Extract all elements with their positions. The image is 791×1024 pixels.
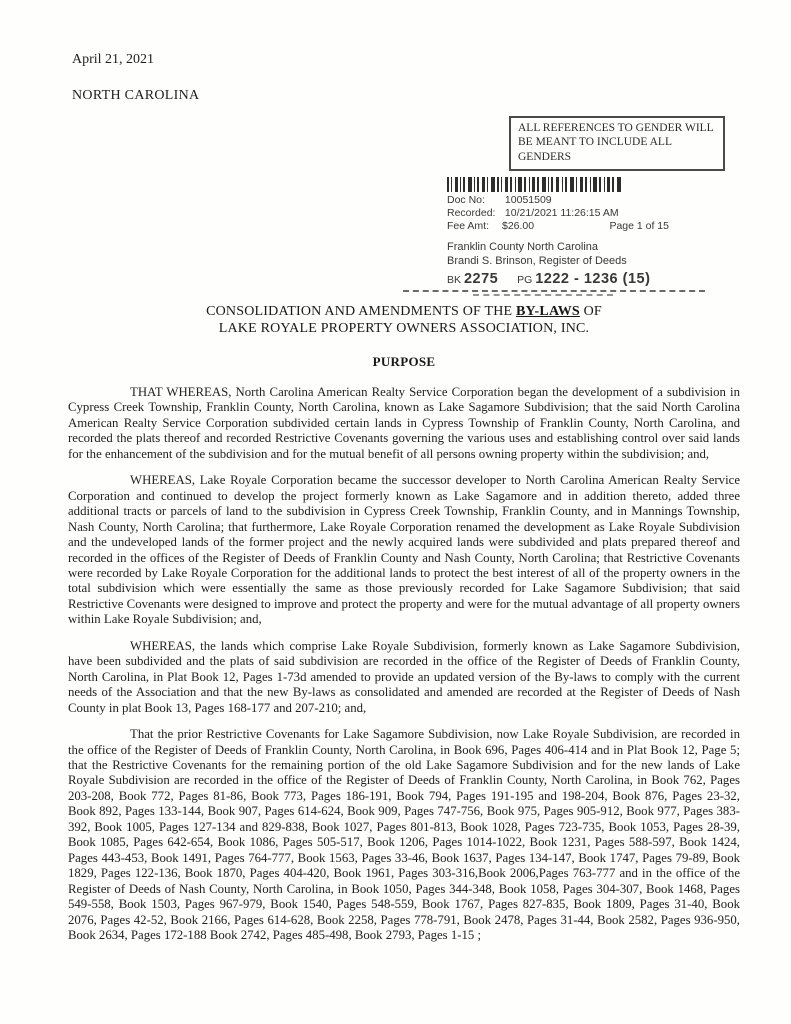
title-line-2: LAKE ROYALE PROPERTY OWNERS ASSOCIATION, INC. [218, 321, 590, 336]
paragraph-whereas-2: WHEREAS, Lake Royale Corporation became the successor developer to North Carolina American Realty Service Corporation and continued to develop the project formerly known as Lake Sagamore and in addition thereto, added three additional tracts or parcels of land to the subdivision in Cypress Creek Township, Franklin County, and in Mannings Township, Nash County, North Carolina; that furthermore, Lake Royale Corporation renamed the development as Lake Royale Subdivision and the undeveloped lands of the former project and the newly acquired lands were subdivided and plats prepared thereof and recorded in the offices of the Register of Deeds of Franklin County and Nash County, North Carolina; that Restrictive Covenants were recorded by Lake Royale Corporation for the additional lands to protect the best interest of all of the property owners in the total subdivision which were essentially the same as those previously recorded for Lake Sagamore Subdivision; that said Restrictive Covenants were designed to improve and protect the property and were for the mutual advantage of all property owners within Lake Royale Subdivision; and, [68, 473, 740, 627]
document-body [68, 303, 740, 954]
purpose-heading: PURPOSE [372, 354, 436, 369]
gender-notice-text: ALL REFERENCES TO GENDER WILL BE MEANT TO INCLUDE ALL GENDERS [518, 122, 714, 163]
recorded-value: 10/21/2021 11:26:15 AM [504, 207, 619, 219]
bk-value: 2275 [463, 271, 499, 287]
recording-stamp [447, 177, 747, 296]
pg-value: 1222 - 1236 (15) [535, 271, 651, 287]
gender-notice-box [509, 116, 725, 171]
title-line-1 [68, 303, 740, 320]
county-block [447, 241, 747, 268]
title-line1-text: CONSOLIDATION AND AMENDMENTS OF THE [206, 304, 513, 319]
doc-no-label: Doc No: [447, 194, 485, 206]
register-of-deeds: Brandi S. Brinson, Register of Deeds [447, 254, 627, 267]
stamp-dash-line [403, 290, 705, 292]
stamp-dash-line-2 [473, 294, 613, 296]
paragraph-covenant-books: That the prior Restrictive Covenants for Lake Sagamore Subdivision, now Lake Royale Subdivision, are recorded in the office of the Register of Deeds of Franklin County, North Carolina, in Book 696, Pages 406-414 and in Plat Book 12, Page 5; that the Restrictive Covenants for the remaining portion of the old Lake Sagamore Subdivision and for the new lands of Lake Royale Subdivision are recorded in the office of the Register of Deeds of Franklin County, North Carolina, in Book 762, Pages 203-208, Book 772, Pages 81-86, Book 773, Pages 186-191, Book 794, Pages 191-195 and 198-204, Book 876, Pages 23-32, Book 892, Pages 133-144, Book 907, Pages 614-624, Book 909, Pages 747-756, Book 975, Pages 905-912, Book 977, Pages 383-392, Book 1005, Pages 127-134 and 829-838, Book 1027, Pages 801-813, Book 1028, Pages 723-735, Book 1053, Pages 28-39, Book 1085, Pages 642-654, Book 1086, Pages 505-517, Book 1206, Pages 1014-1022, Book 1231, Pages 588-597, Book 1424, Pages 443-453, Book 1491, Pages 764-777, Book 1563, Pages 33-46, Book 1637, Pages 134-147, Book 1747, Pages 79-89, Book 1829, Pages 122-136, Book 1870, Pages 404-420, Book 1961, Pages 303-316,Book 2006,Pages 763-777 and in the office of the Register of Deeds of Nash County, North Carolina, in Book 1050, Pages 344-348, Book 1058, Pages 304-307, Book 1468, Pages 549-558, Book 1503, Pages 967-979, Book 1540, Pages 548-559, Book 1767, Pages 827-835, Book 1809, Pages 31-40, Book 2076, Pages 42-52, Book 2166, Pages 614-628, Book 2258, Pages 778-791, Book 2478, Pages 31-44, Book 2582, Pages 936-950, Book 2634, Pages 172-188 Book 2742, Pages 485-498, Book 2793, Pages 1-15 ; [68, 727, 740, 942]
document-title [68, 303, 740, 337]
page-count: Page 1 of 15 [609, 220, 669, 232]
county-name: Franklin County North Carolina [447, 241, 599, 253]
recorded-row [447, 207, 747, 220]
paragraph-whereas-3: WHEREAS, the lands which comprise Lake Royale Subdivision, formerly known as Lake Sagamore Subdivision, have been subdivided and the plats of said subdivision are recorded in the office of the Register of Deeds of Franklin County, North Carolina, in Plat Book 12, Pages 1-73d amended to provide an updated version of the By-laws to comply with the current needs of the Association and that the new By-laws as consolidated and amended are recorded at the Register of Deeds of Nash County in plat Book 13, Pages 168-177 and 207-210; and, [68, 638, 740, 715]
pg-label: PG [517, 274, 533, 286]
doc-no-value: 10051509 [504, 194, 552, 206]
fee-row [447, 220, 669, 233]
doc-no-row [447, 194, 747, 207]
state-heading: NORTH CAROLINA [72, 88, 200, 103]
recorded-label: Recorded: [447, 207, 496, 219]
fee-label: Fee Amt: [447, 220, 490, 232]
title-line1-suffix: OF [583, 304, 602, 319]
book-page-row [447, 271, 747, 287]
title-bylaws-emphasis: BY-LAWS [515, 304, 580, 319]
bk-label: BK [447, 274, 462, 286]
paragraphs-container [68, 385, 740, 943]
document-date: April 21, 2021 [72, 52, 155, 67]
fee-value: $26.00 [502, 220, 535, 232]
barcode-icon [447, 177, 625, 192]
paragraph-whereas-1: THAT WHEREAS, North Carolina American Realty Service Corporation began the development of a subdivision in Cypress Creek Township, Franklin County, North Carolina, known as Lake Sagamore Subdivision; that the said North Carolina American Realty Service Corporation subdivided certain lands in Cypress Township of Franklin County, North Carolina, and recorded the plats thereof and recorded Restrictive Covenants governing the various uses and establishing control over said lands for the enhancement of the subdivision and for the mutual benefit of all persons owning property within the subdivision; and, [68, 385, 740, 461]
